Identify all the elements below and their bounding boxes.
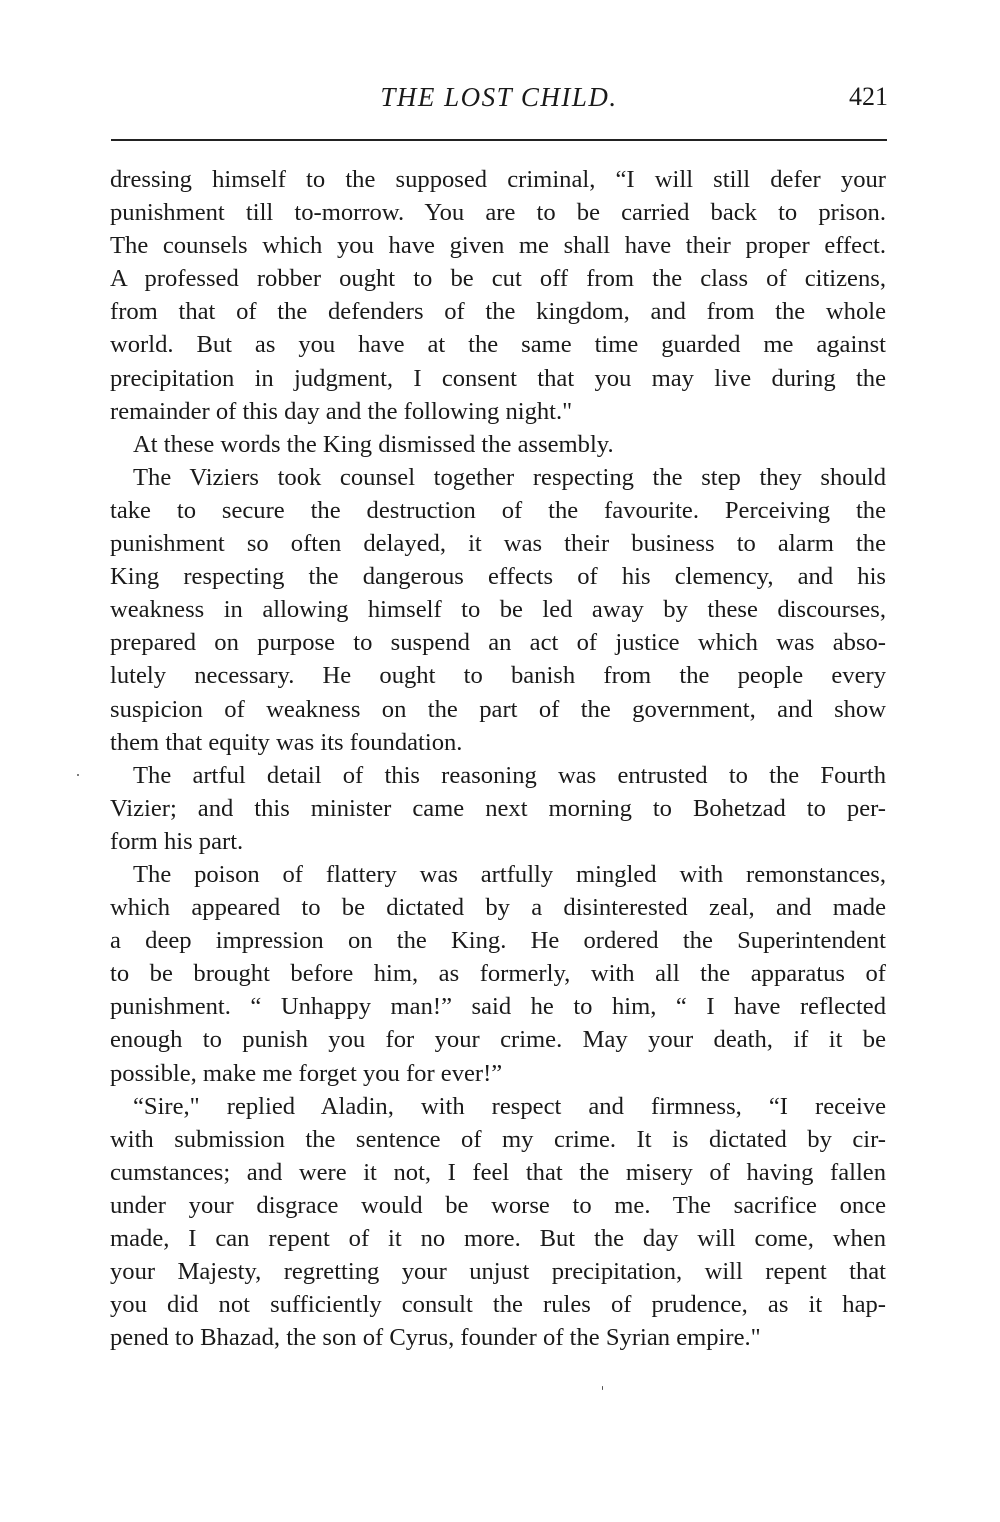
body-text <box>110 163 886 1354</box>
text-line: them that equity was its foundation. <box>110 728 463 756</box>
text-line: weakness in allowing himself to be led away by these discourses, <box>110 596 886 624</box>
scan-speck <box>77 774 79 776</box>
text-line: remainder of this day and the following night." <box>110 397 573 425</box>
text-line: Vizier; and this minister came next morning to Bohetzad to per- <box>110 794 886 822</box>
text-line: prepared on purpose to suspend an act of justice which was abso- <box>110 629 886 657</box>
text-line: The poison of flattery was artfully mingled with remonstances, <box>133 860 886 888</box>
text-line: form his part. <box>110 827 244 855</box>
running-title: THE LOST CHILD. <box>380 82 618 112</box>
text-line: The Viziers took counsel together respecting the step they should <box>133 463 886 491</box>
text-line: made, I can repent of it no more. But the day will come, when <box>110 1225 886 1252</box>
text-line: The artful detail of this reasoning was entrusted to the Fourth <box>133 761 886 789</box>
text-line: King respecting the dangerous effects of his clemency, and his <box>110 563 886 591</box>
text-line: cumstances; and were it not, I feel that the misery of having fallen <box>110 1158 886 1186</box>
paragraph <box>110 428 886 461</box>
paragraph <box>110 759 886 858</box>
paragraph <box>110 1090 886 1355</box>
text-line: which appeared to be dictated by a disinterested zeal, and made <box>110 894 886 922</box>
text-line: your Majesty, regretting your unjust precipitation, will repent that <box>110 1258 886 1286</box>
text-line: punishment so often delayed, it was their business to alarm the <box>110 530 886 558</box>
paragraph <box>110 163 886 428</box>
text-line: punishment till to-morrow. You are to be carried back to prison. <box>110 199 886 227</box>
text-line: you did not sufficiently consult the rules of prudence, as it hap- <box>110 1291 886 1319</box>
paragraph <box>110 858 886 1090</box>
paragraph <box>110 461 886 759</box>
text-line: lutely necessary. He ought to banish from the people every <box>110 662 886 690</box>
text-line: punishment. “ Unhappy man!” said he to him, “ I have reflected <box>110 993 886 1021</box>
text-line: from that of the defenders of the kingdom, and from the whole <box>110 298 886 326</box>
text-line: possible, make me forget you for ever!” <box>110 1059 503 1087</box>
text-line: At these words the King dismissed the assembly. <box>133 430 614 458</box>
text-line: dressing himself to the supposed criminal, “I will still defer your <box>110 166 886 193</box>
text-line: under your disgrace would be worse to me. The sacrifice once <box>110 1191 886 1219</box>
text-line: suspicion of weakness on the part of the government, and show <box>110 695 886 723</box>
text-line: with submission the sentence of my crime. It is dictated by cir- <box>110 1125 886 1153</box>
page-number: 421 <box>849 82 888 111</box>
text-line: enough to punish you for your crime. May your death, if it be <box>110 1026 886 1054</box>
scan-speck <box>602 1386 603 1390</box>
header-rule <box>111 139 887 141</box>
text-line: “Sire," replied Aladin, with respect and firmness, “I receive <box>133 1092 886 1120</box>
text-line: pened to Bhazad, the son of Cyrus, founder of the Syrian empire." <box>110 1324 761 1352</box>
text-line: The counsels which you have given me shall have their proper effect. <box>110 232 886 260</box>
text-line: take to secure the destruction of the favourite. Perceiving the <box>110 496 886 524</box>
text-line: precipitation in judgment, I consent that you may live during the <box>110 364 886 392</box>
text-line: a deep impression on the King. He ordered the Superintendent <box>110 927 886 955</box>
running-head <box>110 82 888 122</box>
text-line: A professed robber ought to be cut off from the class of citizens, <box>110 265 886 293</box>
text-line: to be brought before him, as formerly, with all the apparatus of <box>110 960 886 988</box>
text-line: world. But as you have at the same time guarded me against <box>110 331 886 359</box>
